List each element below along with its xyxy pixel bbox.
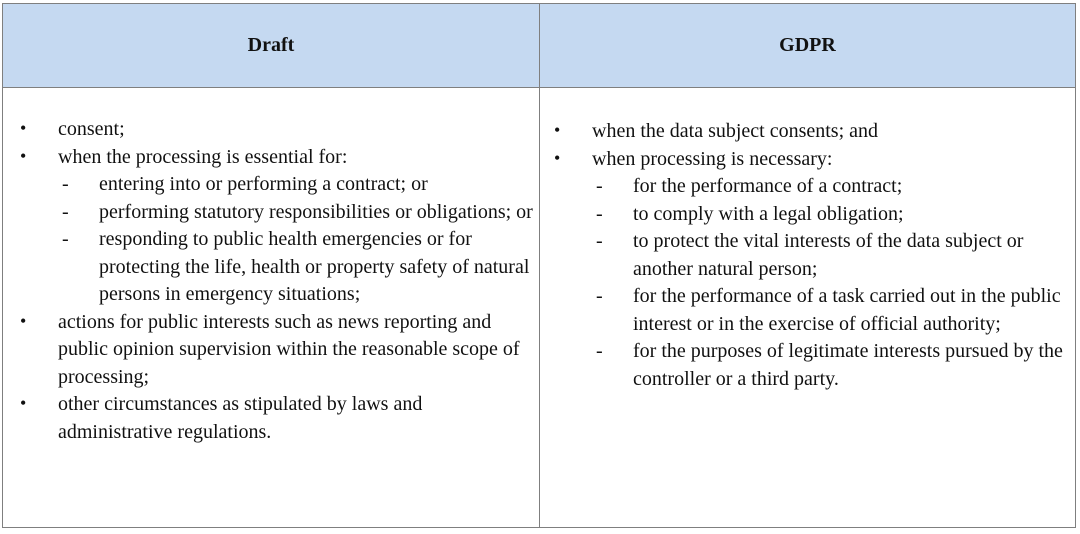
sub-item bbox=[592, 201, 1072, 229]
bullet-icon: • bbox=[554, 147, 561, 168]
comparison-table bbox=[2, 3, 1076, 528]
sub-item bbox=[592, 173, 1072, 201]
item-text: when the processing is essential for: bbox=[58, 145, 348, 168]
sub-item-text: entering into or performing a contract; or bbox=[99, 173, 428, 195]
item-text: other circumstances as stipulated by laws and administrative regulations. bbox=[58, 393, 423, 443]
dash-icon: - bbox=[596, 340, 603, 362]
item-text: actions for public interests such as news reporting and public opinion supervision within the reasonable scope of processing; bbox=[58, 310, 520, 388]
bullet-icon: • bbox=[20, 118, 27, 138]
bullet-icon: • bbox=[20, 393, 27, 413]
dash-icon: - bbox=[596, 202, 603, 225]
gdpr-list bbox=[552, 118, 1072, 393]
sub-item bbox=[58, 226, 533, 309]
bullet-icon: • bbox=[554, 120, 561, 140]
sub-item bbox=[592, 228, 1072, 283]
sub-item-text: for the performance of a task carried out in the public interest or in the exercise of official authority; bbox=[633, 285, 1061, 335]
dash-icon: - bbox=[596, 175, 603, 197]
sub-item bbox=[58, 171, 533, 199]
sub-item-text: performing statutory responsibilities or obligations; or bbox=[99, 200, 533, 223]
sub-item-text: to comply with a legal obligation; bbox=[633, 202, 904, 225]
item-text: consent; bbox=[58, 118, 125, 140]
list-item bbox=[552, 118, 1072, 146]
sub-item-text: for the purposes of legitimate interests pursued by the controller or a third party. bbox=[633, 340, 1063, 390]
sub-item bbox=[58, 199, 533, 227]
gdpr-cell bbox=[540, 88, 1075, 527]
bullet-icon: • bbox=[20, 310, 27, 331]
list-item bbox=[18, 309, 533, 392]
list-item bbox=[18, 116, 533, 144]
item-text: when processing is necessary: bbox=[592, 147, 833, 170]
sub-item bbox=[592, 338, 1072, 393]
dash-icon: - bbox=[62, 228, 69, 250]
list-item bbox=[552, 146, 1072, 394]
sub-list bbox=[58, 171, 533, 309]
dash-icon: - bbox=[62, 173, 69, 195]
draft-list bbox=[18, 116, 533, 446]
header-draft: Draft bbox=[3, 4, 540, 88]
dash-icon: - bbox=[596, 230, 603, 252]
sub-item-text: for the performance of a contract; bbox=[633, 175, 903, 197]
bullet-icon: • bbox=[20, 145, 27, 166]
sub-item bbox=[592, 283, 1072, 338]
sub-list bbox=[592, 173, 1072, 393]
dash-icon: - bbox=[596, 285, 603, 307]
dash-icon: - bbox=[62, 200, 69, 223]
list-item bbox=[18, 391, 533, 446]
header-gdpr: GDPR bbox=[540, 4, 1075, 88]
draft-cell bbox=[3, 88, 540, 527]
sub-item-text: to protect the vital interests of the data subject or another natural person; bbox=[633, 230, 1024, 280]
list-item bbox=[18, 144, 533, 309]
sub-item-text: responding to public health emergencies or for protecting the life, health or property safety of natural persons in emergency situations; bbox=[99, 228, 530, 305]
item-text: when the data subject consents; and bbox=[592, 120, 879, 142]
